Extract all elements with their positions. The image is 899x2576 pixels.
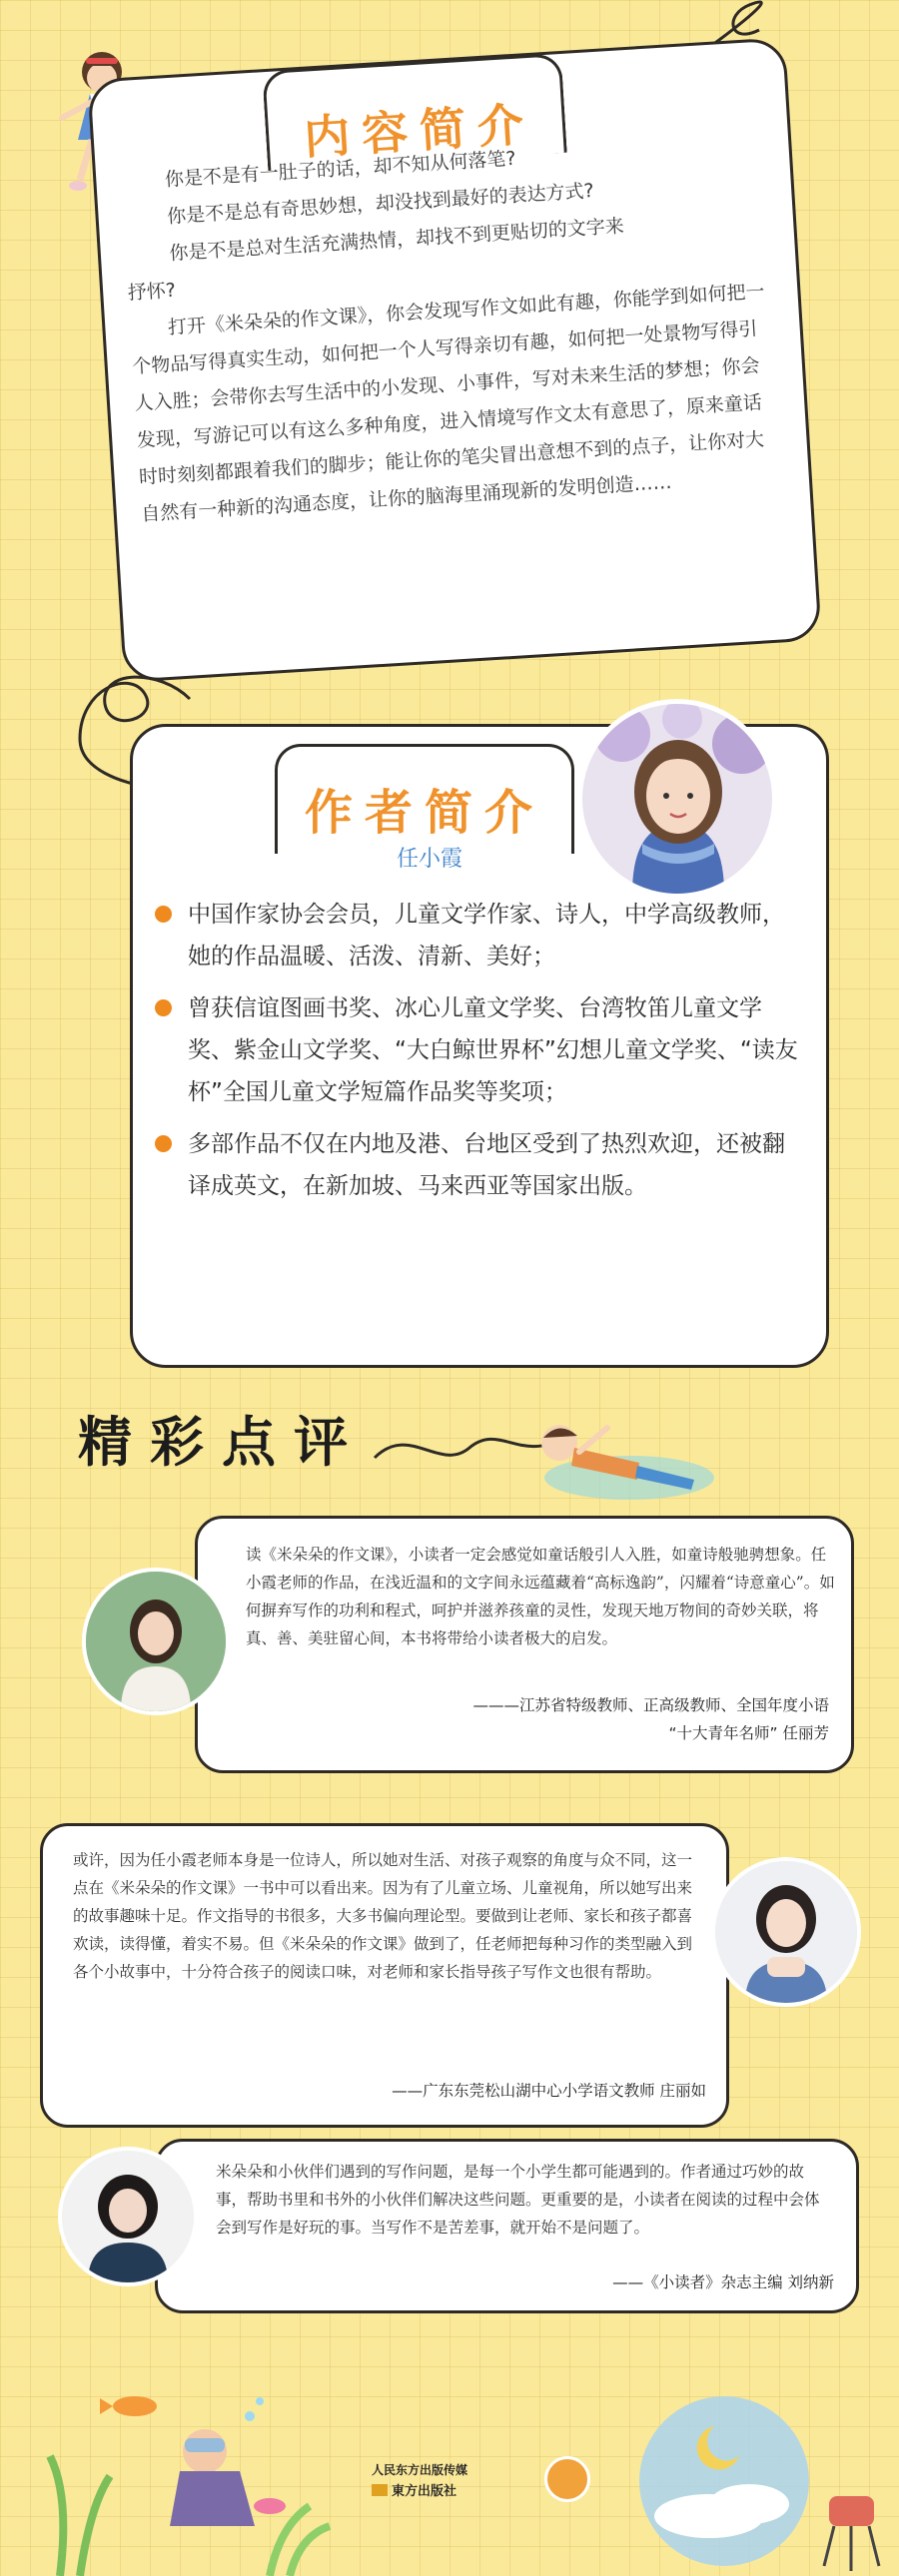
intro-title: 内容简介: [302, 96, 537, 166]
review-card-2: [40, 1823, 729, 2128]
review-3-text: 米朵朵和小伙伴们遇到的写作问题，是每一个小学生都可能遇到的。作者通过巧妙的故事，帮助书里和书外的小伙伴们解决这些问题。更重要的是，小读者在阅读的过程中会体会到写作是好玩的事。当写作不是苦差事，就开始不是问题了。: [216, 2163, 820, 2237]
review-1-signature-1: ———江苏省特级教师、正高级教师、全国年度小语: [472, 1696, 829, 1714]
underwater-diver-illustration: [40, 2376, 340, 2576]
intro-text-block: [120, 126, 780, 533]
author-bullet: [155, 987, 799, 1113]
review-1-signature-2: “十大青年名师” 任丽芳: [668, 1724, 829, 1742]
publisher-mark-icon: [372, 2484, 388, 2496]
intro-question-2: 你是不是总有奇思妙想，却没找到最好的表达方式?: [166, 180, 595, 229]
author-bullet-text: 中国作家协会会员，儿童文学作家、诗人，中学高级教师，她的作品温暖、活泼、清新、美好；: [188, 902, 785, 969]
reviewer-2-photo: [711, 1857, 861, 2007]
intro-question-tail: 抒怀?: [127, 279, 177, 305]
intro-body: 打开《米朵朵的作文课》，你会发现写作文如此有趣，你能学到如何把一个物品写得真实生动，如何把一个人写得亲切有趣，如何把一处景物写得引人入胜；会带你去写生活中的小发现、小事件，写对未来生活的梦想；你会发现，写游记可以有这么多种角度，进入情境写作文太有意思了，原来童话时时刻刻都跟着我们的脚步；能让你的笔尖冒出意想不到的点子，让你对大自然有一种新的沟通态度，让你的脑海里涌现新的发明创造……: [131, 280, 766, 526]
author-bullet: [155, 1123, 799, 1207]
intro-question-1: 你是不是有一肚子的话，却不知从何落笔?: [164, 147, 517, 192]
bullet-dot-icon: [155, 1135, 172, 1152]
author-bullet: [155, 894, 799, 977]
publisher-logo: [372, 2461, 521, 2499]
reviews-title: 精彩点评: [78, 1411, 366, 1474]
flying-boy-illustration: [519, 1408, 719, 1518]
author-title: 作者简介: [304, 785, 544, 841]
review-2-signature: ——广东东莞松山湖中心小学语文教师 庄丽如: [392, 2082, 706, 2100]
publisher-line-1: 人民东方出版传媒: [372, 2463, 468, 2477]
series-badge-icon: [544, 2456, 590, 2502]
review-card-1: [195, 1516, 854, 1773]
moon-cloud-illustration: [629, 2386, 899, 2576]
review-card-3: [155, 2139, 859, 2313]
review-2-text: 或许，因为任小霞老师本身是一位诗人，所以她对生活、对孩子观察的角度与众不同，这一点在《米朵朵的作文课》一书中可以看出来。因为有了儿童立场、儿童视角，所以她写出来的故事趣味十足。作文指导的书很多，大多书偏向理论型。要做到让老师、家长和孩子都喜欢读，读得懂，着实不易。但《米朵朵的作文课》做到了，任老师把每种习作的类型融入到各个小故事中，十分符合孩子的阅读口味，对老师和家长指导孩子写作文也很有帮助。: [73, 1851, 693, 1981]
publisher-line-2: 東方出版社: [392, 2484, 457, 2499]
author-bullet-list: [155, 894, 799, 1217]
review-1-text: 读《米朵朵的作文课》，小读者一定会感觉如童话般引人入胜，如童诗般驰骋想象。任小霞老师的作品，在浅近温和的文字间永远蕴藏着“高标逸韵”，闪耀着“诗意童心”。如何摒弃写作的功利和程式，呵护并滋养孩童的灵性，发现天地万物间的奇妙关联，将真、善、美驻留心间，本书将带给小读者极大的启发。: [246, 1546, 835, 1647]
author-bullet-text: 曾获信谊图画书奖、冰心儿童文学奖、台湾牧笛儿童文学奖、紫金山文学奖、“大白鲸世界杯”幻想儿童文学奖、“读友杯”全国儿童文学短篇作品奖等奖项；: [188, 995, 798, 1105]
review-3-signature: ——《小读者》杂志主编 刘纳新: [612, 2273, 834, 2291]
reviewer-3-photo: [58, 2147, 198, 2286]
reviewer-1-photo: [82, 1568, 230, 1715]
bullet-dot-icon: [155, 906, 172, 923]
author-bullet-text: 多部作品不仅在内地及港、台地区受到了热烈欢迎，还被翻译成英文，在新加坡、马来西亚等国家出版。: [188, 1131, 785, 1199]
bullet-dot-icon: [155, 999, 172, 1016]
author-portrait: [577, 699, 777, 899]
author-name: 任小霞: [396, 847, 462, 872]
intro-question-3: 你是不是总对生活充满热情，却找不到更贴切的文字来: [168, 215, 625, 266]
